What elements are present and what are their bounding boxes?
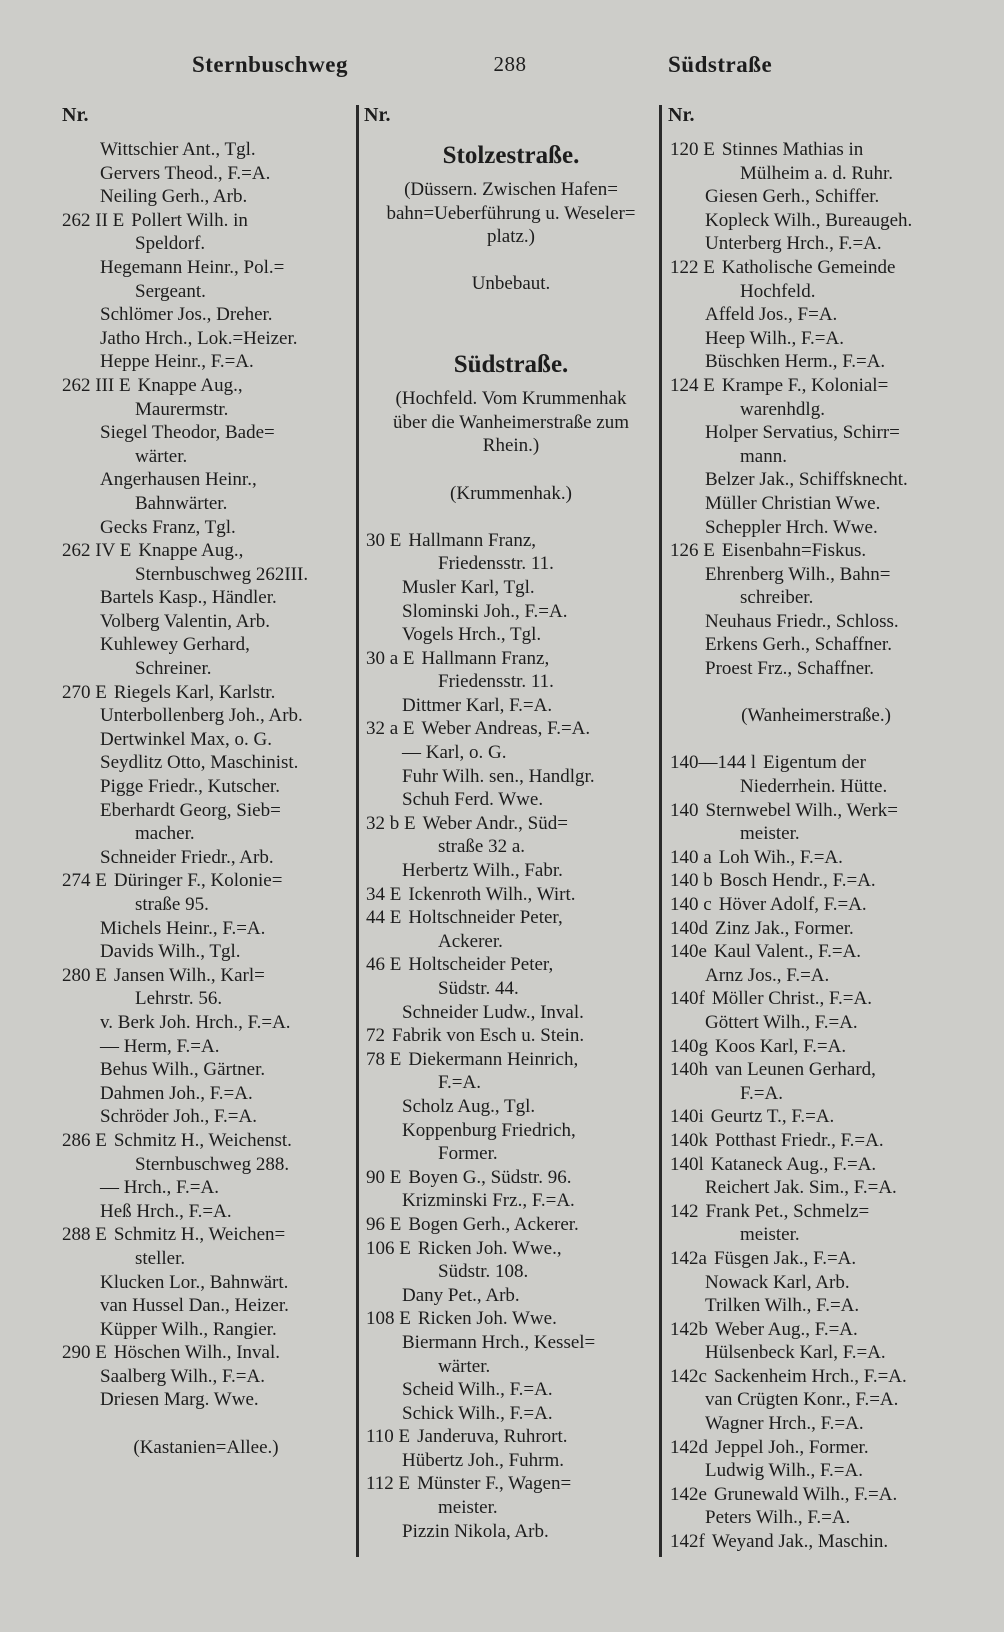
resident-entry: Slominski Joh., F.=A. — [402, 600, 568, 622]
resident-text: Diekermann Heinrich, — [408, 1048, 579, 1070]
entry-continuation: Hochfeld. — [740, 280, 816, 302]
address-entry — [670, 138, 863, 162]
entry-continuation: F.=A. — [740, 1082, 783, 1104]
house-number: 140e — [670, 941, 707, 963]
address-entry — [366, 1166, 571, 1190]
resident-text: Kaul Valent., F.=A. — [713, 941, 862, 963]
resident-text: Geurtz T., F.=A. — [710, 1106, 835, 1128]
address-entry — [366, 1213, 579, 1237]
resident-text: Schmitz H., Weichenst. — [113, 1129, 292, 1151]
entry-continuation: Schreiner. — [135, 658, 212, 680]
address-entry — [366, 1472, 571, 1496]
resident-entry: Unterbollenberg Joh., Arb. — [100, 705, 303, 727]
entry-continuation: Südstr. 44. — [438, 978, 519, 999]
resident-text: van Leunen Gerhard, — [715, 1059, 876, 1081]
resident-entry: — Hrch., F.=A. — [100, 1177, 219, 1199]
house-number: 140i — [670, 1106, 704, 1128]
entry-continuation: wärter. — [135, 445, 188, 467]
resident-entry: Wittschier Ant., Tgl. — [100, 139, 256, 160]
address-entry — [670, 539, 866, 563]
resident-entry: Dany Pet., Arb. — [402, 1284, 520, 1306]
entry-continuation: steller. — [135, 1247, 186, 1269]
house-number: 274 E — [62, 870, 107, 892]
house-number: 140l — [670, 1153, 704, 1175]
resident-text: Eigentum der — [763, 752, 866, 774]
resident-entry: Davids Wilh., Tgl. — [100, 941, 241, 963]
entry-continuation: Mülheim a. d. Ruhr. — [740, 162, 894, 184]
address-entry — [366, 812, 568, 836]
resident-entry: Unterberg Hrch., F.=A. — [705, 233, 882, 255]
resident-text: Ricken Joh. Wwe. — [417, 1308, 557, 1330]
resident-entry: — Herm, F.=A. — [100, 1035, 220, 1057]
house-number: 30 a E — [366, 647, 415, 669]
entry-continuation: Sternbuschweg 262III. — [135, 563, 309, 585]
house-number: 140k — [670, 1129, 708, 1151]
section-note: platz.) — [486, 226, 535, 248]
house-number: 142 — [670, 1200, 699, 1222]
resident-text: Knappe Aug., — [137, 374, 243, 396]
entry-continuation: schreiber. — [740, 587, 814, 609]
entry-continuation: meister. — [740, 1224, 800, 1246]
house-number: 140 a — [670, 846, 712, 868]
resident-entry: Giesen Gerh., Schiffer. — [705, 186, 880, 208]
resident-entry: Ludwig Wilh., F.=A. — [705, 1460, 863, 1482]
resident-entry: Neiling Gerh., Arb. — [100, 186, 248, 208]
resident-entry: Hübertz Joh., Fuhrm. — [402, 1449, 565, 1471]
entry-continuation: mann. — [740, 445, 787, 467]
resident-entry: Pigge Friedr., Kutscher. — [100, 776, 280, 798]
address-entry — [670, 869, 876, 893]
house-number: 106 E — [366, 1237, 411, 1259]
house-number: 262 IV E — [62, 540, 132, 562]
resident-entry: Scheppler Hrch. Wwe. — [705, 516, 878, 538]
resident-text: Weber Andreas, F.=A. — [421, 718, 591, 740]
address-entry — [670, 256, 895, 280]
entry-continuation: Südstr. 108. — [438, 1261, 529, 1283]
resident-entry: Kuhlewey Gerhard, — [100, 634, 250, 656]
entry-continuation: Sergeant. — [135, 280, 206, 302]
address-entry — [366, 1024, 584, 1048]
resident-entry: Kopleck Wilh., Bureaugeh. — [705, 209, 913, 231]
entry-continuation: Bahnwärter. — [135, 492, 228, 514]
resident-text: Holtschneider Peter, — [408, 907, 563, 929]
house-number: 140f — [670, 988, 705, 1010]
house-number: 140g — [670, 1035, 708, 1057]
resident-entry: Vogels Hrch., Tgl. — [402, 624, 542, 646]
house-number: 96 E — [366, 1213, 402, 1235]
house-number: 140d — [670, 917, 708, 939]
resident-entry: Driesen Marg. Wwe. — [100, 1389, 259, 1411]
house-number: 142b — [670, 1318, 708, 1340]
address-entry — [366, 529, 536, 553]
resident-entry: Neuhaus Friedr., Schloss. — [705, 610, 899, 632]
address-entry — [62, 374, 243, 398]
address-entry — [62, 539, 243, 563]
house-number: 122 E — [670, 256, 715, 278]
resident-entry: Scholz Aug., Tgl. — [402, 1095, 536, 1117]
section-note: (Hochfeld. Vom Krummenhak — [395, 388, 627, 410]
resident-text: Sternwebel Wilh., Werk= — [705, 799, 898, 821]
resident-entry: Michels Heinr., F.=A. — [100, 917, 266, 939]
house-number: 270 E — [62, 681, 107, 703]
resident-text: Düringer F., Kolonie= — [113, 870, 283, 892]
resident-entry: Arnz Jos., F.=A. — [705, 964, 830, 986]
resident-text: Jansen Wilh., Karl= — [113, 964, 265, 986]
address-entry — [366, 1425, 568, 1449]
address-entry — [366, 1307, 557, 1331]
section-note: Unbebaut. — [471, 273, 551, 295]
address-entry — [670, 1105, 834, 1129]
nr-label-left: Nr. — [62, 104, 89, 126]
entry-continuation: Former. — [438, 1143, 498, 1165]
entry-continuation: Friedensstr. 11. — [438, 553, 554, 575]
resident-entry: van Crügten Konr., F.=A. — [705, 1389, 899, 1411]
resident-entry: Heppe Heinr., F.=A. — [100, 351, 254, 373]
address-entry — [670, 893, 867, 917]
address-entry — [62, 1341, 280, 1365]
running-head-left: Sternbuschweg — [191, 52, 348, 77]
resident-text: Janderuva, Ruhrort. — [417, 1426, 568, 1448]
house-number: 32 a E — [366, 718, 415, 740]
resident-entry: Koppenburg Friedrich, — [402, 1119, 576, 1141]
resident-entry: Gecks Franz, Tgl. — [100, 516, 236, 538]
resident-text: Möller Christ., F.=A. — [711, 988, 872, 1010]
address-entry — [670, 1247, 856, 1271]
address-entry — [670, 751, 866, 775]
resident-entry: Pizzin Nikola, Arb. — [402, 1520, 549, 1542]
resident-entry: Schröder Joh., F.=A. — [100, 1106, 257, 1128]
resident-entry: Dahmen Joh., F.=A. — [100, 1082, 253, 1104]
column-rule — [659, 105, 662, 1557]
address-entry — [366, 647, 549, 671]
house-number: 32 b E — [366, 812, 416, 834]
resident-entry: Volberg Valentin, Arb. — [100, 610, 270, 632]
resident-entry: Heep Wilh., F.=A. — [705, 327, 844, 349]
resident-entry: Ehrenberg Wilh., Bahn= — [705, 563, 891, 585]
column-middle — [366, 134, 656, 1543]
resident-entry: Jatho Hrch., Lok.=Heizer. — [100, 327, 298, 349]
resident-text: Schmitz H., Weichen= — [113, 1224, 286, 1246]
resident-text: Zinz Jak., Former. — [715, 917, 854, 939]
resident-text: Frank Pet., Schmelz= — [705, 1200, 870, 1222]
address-entry — [62, 1223, 285, 1247]
address-entry — [670, 1200, 869, 1224]
resident-text: Höver Adolf, F.=A. — [718, 894, 867, 915]
resident-entry: Schick Wilh., F.=A. — [402, 1402, 553, 1424]
entry-continuation: Maurermstr. — [135, 398, 229, 420]
house-number: 110 E — [366, 1426, 411, 1448]
resident-text: Loh Wih., F.=A. — [718, 846, 843, 868]
entry-continuation: straße 95. — [135, 894, 209, 915]
section-note: (Kastanien=Allee.) — [133, 1436, 279, 1458]
house-number: 142d — [670, 1436, 708, 1458]
address-entry — [670, 1530, 888, 1554]
resident-text: Katholische Gemeinde — [721, 256, 896, 278]
entry-continuation: wärter. — [438, 1355, 491, 1377]
section-note: über die Wanheimerstraße zum — [392, 411, 630, 433]
section-note: (Wanheimerstraße.) — [741, 705, 891, 727]
house-number: 290 E — [62, 1342, 107, 1364]
running-head-right: Südstraße — [668, 52, 773, 77]
address-entry — [670, 987, 872, 1011]
address-entry — [670, 917, 854, 941]
entry-continuation: meister. — [438, 1497, 498, 1519]
resident-entry: Saalberg Wilh., F.=A. — [100, 1365, 265, 1387]
resident-entry: Nowack Karl, Arb. — [705, 1271, 850, 1293]
resident-entry: Heß Hrch., F.=A. — [100, 1200, 232, 1222]
address-entry — [670, 1318, 858, 1342]
blank-line — [62, 1412, 350, 1436]
house-number: 140—144 l — [670, 752, 757, 774]
entry-continuation: Niederrhein. Hütte. — [740, 776, 888, 798]
section-note: (Düssern. Zwischen Hafen= — [404, 179, 618, 200]
entry-continuation: meister. — [740, 823, 800, 845]
resident-text: Boyen G., Südstr. 96. — [408, 1166, 572, 1188]
house-number: 46 E — [366, 954, 402, 976]
address-entry — [366, 883, 576, 907]
resident-entry: Klucken Lor., Bahnwärt. — [100, 1271, 289, 1293]
blank-line — [670, 681, 962, 705]
house-number: 112 E — [366, 1473, 411, 1495]
entry-continuation: F.=A. — [438, 1072, 481, 1094]
entry-continuation: Friedensstr. 11. — [438, 671, 554, 693]
resident-entry: Bartels Kasp., Händler. — [100, 587, 277, 609]
house-number: 140 — [670, 799, 699, 821]
street-heading: Stolzestraße. — [442, 142, 580, 169]
house-number: 142c — [670, 1365, 707, 1387]
resident-text: Holtscheider Peter, — [408, 954, 554, 976]
resident-text: Grunewald Wilh., F.=A. — [713, 1483, 898, 1505]
resident-entry: Holper Servatius, Schirr= — [705, 422, 900, 444]
house-number: 78 E — [366, 1048, 402, 1070]
resident-entry: Küpper Wilh., Rangier. — [100, 1318, 277, 1340]
resident-text: Füsgen Jak., F.=A. — [713, 1247, 857, 1269]
blank-line — [366, 296, 656, 320]
address-entry — [62, 1129, 292, 1153]
resident-entry: Peters Wilh., F.=A. — [705, 1507, 851, 1529]
address-entry — [62, 681, 275, 705]
resident-text: Weyand Jak., Maschin. — [711, 1531, 889, 1553]
house-number: 286 E — [62, 1129, 107, 1151]
entry-continuation: straße 32 a. — [438, 836, 526, 858]
address-entry — [62, 964, 265, 988]
resident-text: Potthast Friedr., F.=A. — [715, 1129, 884, 1151]
house-number: 30 E — [366, 529, 402, 551]
resident-entry: Scheid Wilh., F.=A. — [402, 1379, 553, 1401]
resident-text: Krampe F., Kolonial= — [721, 374, 889, 396]
address-entry — [366, 953, 553, 977]
resident-entry: Proest Frz., Schaffner. — [705, 658, 875, 680]
house-number: 262 II E — [62, 209, 125, 231]
section-note: (Krummenhak.) — [450, 482, 572, 504]
resident-entry: Krizminski Frz., F.=A. — [402, 1190, 575, 1212]
resident-text: Bosch Hendr., F.=A. — [719, 870, 876, 892]
column-left — [62, 138, 350, 1459]
house-number: 120 E — [670, 139, 715, 160]
resident-text: Ickenroth Wilh., Wirt. — [408, 883, 576, 905]
address-entry — [670, 1436, 869, 1460]
resident-entry: Behus Wilh., Gärtner. — [100, 1059, 266, 1081]
address-entry — [366, 906, 563, 930]
resident-text: Höschen Wilh., Inval. — [113, 1342, 281, 1364]
resident-entry: Hülsenbeck Karl, F.=A. — [705, 1342, 886, 1364]
house-number: 34 E — [366, 883, 402, 905]
address-entry — [670, 940, 861, 964]
address-entry — [670, 374, 888, 398]
resident-text: Münster F., Wagen= — [417, 1473, 572, 1495]
house-number: 124 E — [670, 374, 715, 396]
resident-entry: Dittmer Karl, F.=A. — [402, 694, 553, 716]
nr-label-middle: Nr. — [364, 104, 391, 126]
house-number: 140 b — [670, 870, 713, 892]
street-heading: Südstraße. — [453, 351, 569, 379]
resident-text: Riegels Karl, Karlstr. — [113, 681, 276, 703]
resident-entry: Affeld Jos., F=A. — [705, 304, 838, 326]
resident-text: Weber Aug., F.=A. — [715, 1318, 858, 1340]
column-rule — [356, 105, 359, 1557]
resident-entry: Eberhardt Georg, Sieb= — [100, 799, 281, 821]
resident-entry: Göttert Wilh., F.=A. — [705, 1011, 858, 1033]
resident-entry: v. Berk Joh. Hrch., F.=A. — [100, 1011, 291, 1033]
house-number: 142f — [670, 1531, 705, 1553]
house-number: 288 E — [62, 1224, 107, 1246]
house-number: 142e — [670, 1483, 707, 1505]
address-entry — [670, 1365, 907, 1389]
house-number: 140h — [670, 1059, 708, 1081]
resident-entry: Dertwinkel Max, o. G. — [100, 728, 273, 750]
resident-entry: — Karl, o. G. — [402, 742, 507, 764]
address-entry — [670, 1153, 876, 1177]
house-number: 262 III E — [62, 374, 131, 396]
resident-entry: Schuh Ferd. Wwe. — [402, 789, 544, 811]
blank-line — [366, 458, 656, 482]
house-number: 108 E — [366, 1308, 411, 1330]
resident-text: Kataneck Aug., F.=A. — [710, 1153, 877, 1175]
address-entry — [62, 869, 282, 893]
entry-continuation: macher. — [135, 823, 195, 845]
resident-entry: Herbertz Wilh., Fabr. — [402, 860, 563, 882]
resident-text: Eisenbahn=Fiskus. — [721, 540, 867, 562]
house-number: 90 E — [366, 1166, 402, 1188]
resident-entry: Schneider Friedr., Arb. — [100, 846, 274, 868]
entry-continuation: Speldorf. — [135, 233, 206, 255]
resident-entry: Müller Christian Wwe. — [705, 492, 881, 514]
address-entry — [670, 1483, 897, 1507]
resident-entry: Schlömer Jos., Dreher. — [100, 304, 273, 326]
entry-continuation: Lehrstr. 56. — [135, 988, 223, 1010]
blank-line — [366, 320, 656, 344]
resident-text: Weber Andr., Süd= — [422, 812, 568, 834]
resident-text: Hallmann Franz, — [421, 647, 550, 669]
resident-entry: Seydlitz Otto, Maschinist. — [100, 752, 299, 774]
resident-entry: Gervers Theod., F.=A. — [100, 162, 271, 184]
resident-text: Knappe Aug., — [138, 540, 244, 562]
resident-text: Stinnes Mathias in — [721, 139, 864, 160]
resident-entry: Büschken Herm., F.=A. — [705, 351, 886, 373]
house-number: 140 c — [670, 894, 712, 915]
address-entry — [670, 846, 843, 870]
address-entry — [670, 799, 898, 823]
blank-line — [366, 249, 656, 273]
address-entry — [670, 1035, 846, 1059]
resident-entry: Fuhr Wilh. sen., Handlgr. — [402, 765, 595, 787]
resident-text: Pollert Wilh. in — [131, 209, 248, 231]
resident-text: Bogen Gerh., Ackerer. — [408, 1213, 579, 1235]
resident-text: Koos Karl, F.=A. — [715, 1035, 847, 1057]
house-number: 280 E — [62, 964, 107, 986]
address-entry — [670, 1129, 884, 1153]
resident-entry: van Hussel Dan., Heizer. — [100, 1295, 289, 1317]
address-entry — [366, 1237, 562, 1261]
resident-text: Sackenheim Hrch., F.=A. — [713, 1365, 907, 1387]
resident-text: Jeppel Joh., Former. — [715, 1436, 869, 1458]
address-entry — [366, 1048, 578, 1072]
resident-entry: Schneider Ludw., Inval. — [402, 1001, 584, 1023]
resident-entry: Reichert Jak. Sim., F.=A. — [705, 1177, 897, 1199]
address-entry — [62, 209, 248, 233]
section-note: Rhein.) — [482, 435, 540, 457]
resident-entry: Belzer Jak., Schiffsknecht. — [705, 469, 908, 491]
resident-entry: Wagner Hrch., F.=A. — [705, 1413, 864, 1435]
address-entry — [670, 1058, 876, 1082]
entry-continuation: warenhdlg. — [740, 398, 825, 420]
resident-entry: Biermann Hrch., Kessel= — [402, 1331, 596, 1353]
section-note: bahn=Ueberführung u. Weseler= — [386, 202, 636, 224]
blank-line — [670, 728, 962, 752]
resident-entry: Erkens Gerh., Schaffner. — [705, 634, 892, 656]
resident-entry: Hegemann Heinr., Pol.= — [100, 256, 285, 278]
page-number: 288 — [493, 52, 527, 76]
address-entry — [366, 717, 590, 741]
resident-entry: Angerhausen Heinr., — [100, 469, 257, 491]
resident-entry: Siegel Theodor, Bade= — [100, 422, 275, 444]
resident-text: Fabrik von Esch u. Stein. — [392, 1025, 585, 1047]
house-number: 142a — [670, 1247, 707, 1269]
house-number: 44 E — [366, 907, 402, 929]
column-right — [670, 138, 962, 1554]
blank-line — [366, 505, 656, 529]
entry-continuation: Ackerer. — [438, 930, 503, 952]
house-number: 72 — [366, 1025, 385, 1047]
resident-text: Ricken Joh. Wwe., — [417, 1237, 562, 1259]
house-number: 126 E — [670, 540, 715, 562]
resident-entry: Trilken Wilh., F.=A. — [705, 1295, 860, 1317]
nr-label-right: Nr. — [668, 104, 695, 126]
entry-continuation: Sternbuschweg 288. — [135, 1153, 290, 1175]
resident-entry: Musler Karl, Tgl. — [402, 576, 535, 598]
resident-text: Hallmann Franz, — [408, 529, 537, 551]
